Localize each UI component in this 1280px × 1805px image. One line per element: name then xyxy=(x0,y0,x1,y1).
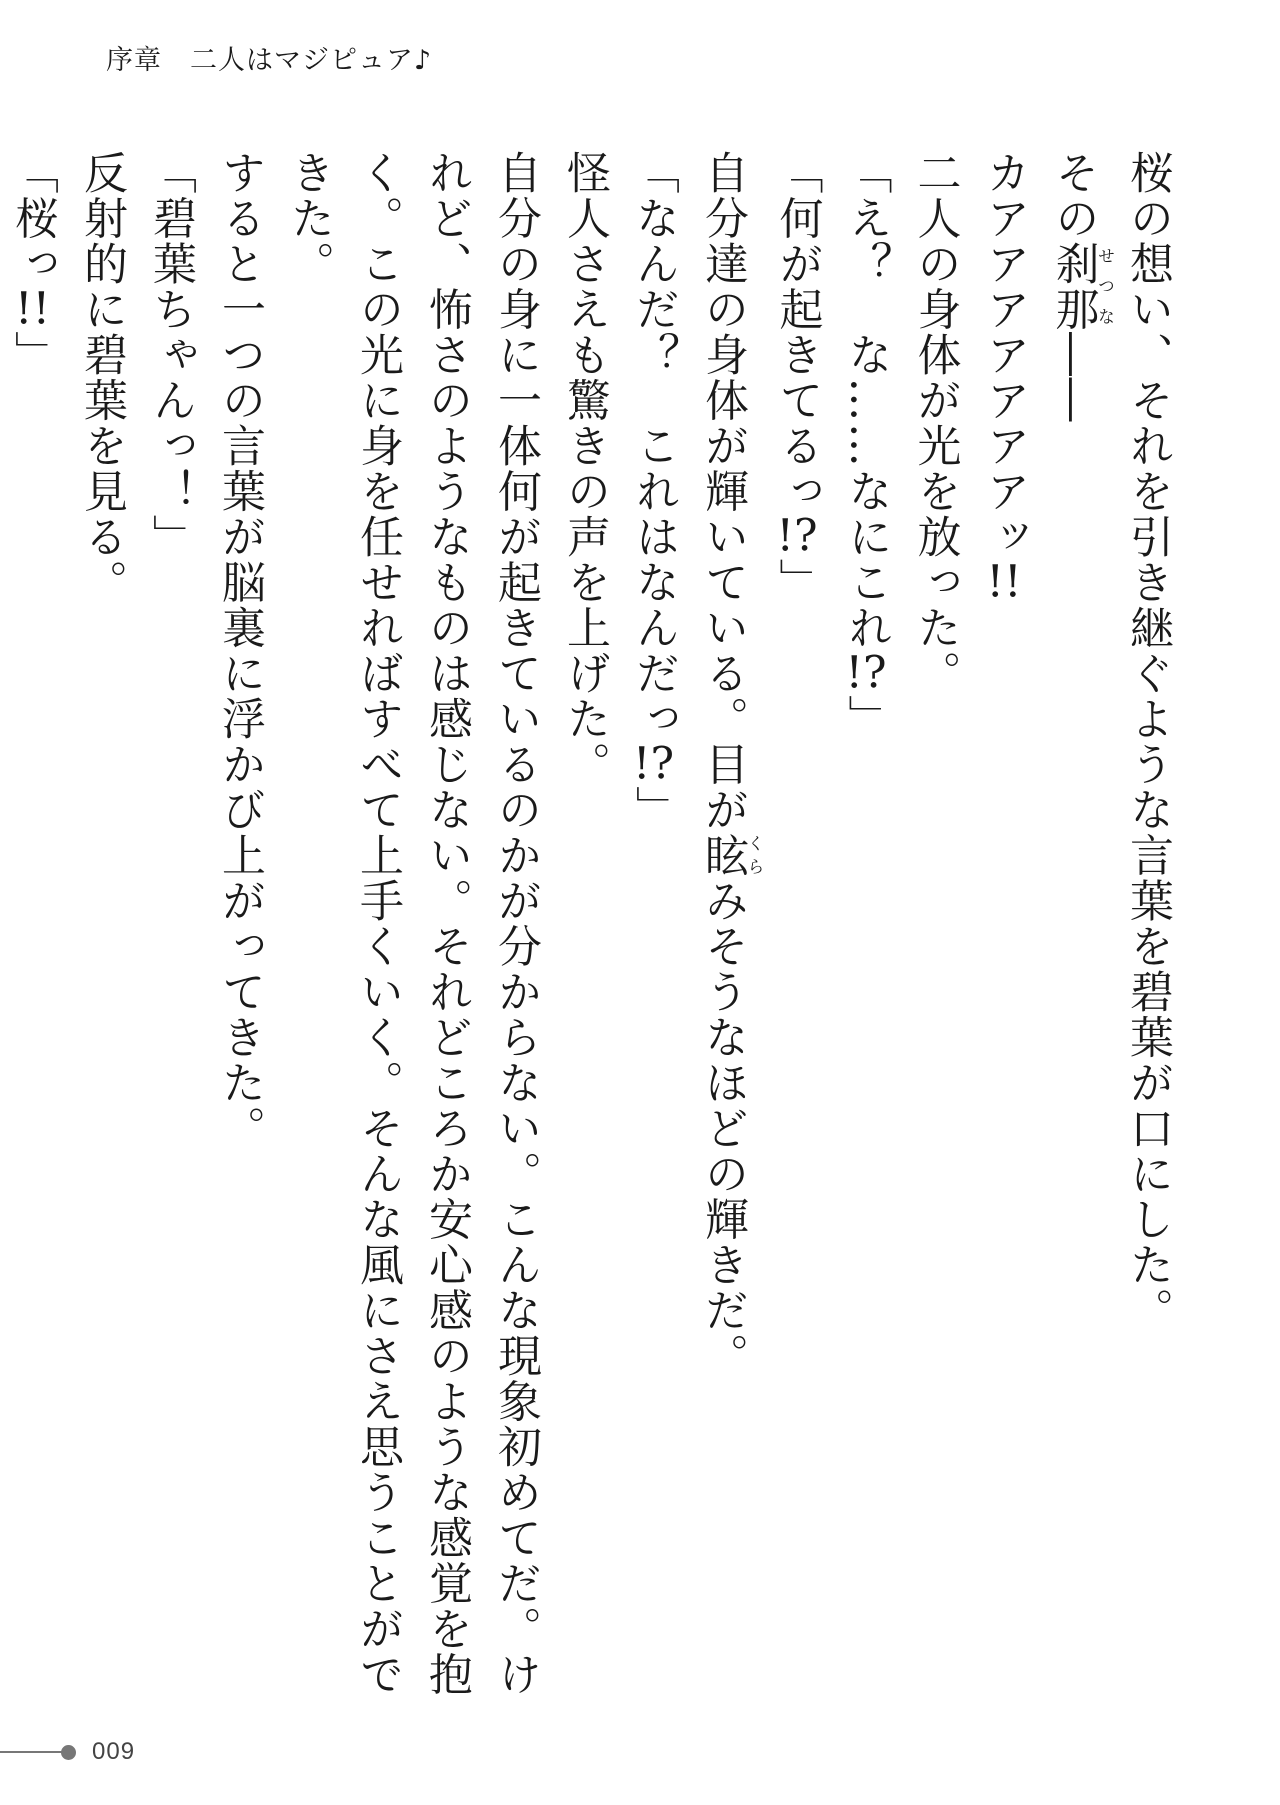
tate-chu-yoko: !? xyxy=(632,741,675,786)
ruby-word xyxy=(697,832,764,879)
body-text xyxy=(0,150,1182,1710)
tate-chu-yoko: !? xyxy=(845,650,887,695)
text-run: 「何が起きてるっ xyxy=(771,150,823,514)
text-run: 自分達の身体が輝いている。目が xyxy=(697,150,748,833)
folio-rule xyxy=(0,1751,62,1753)
running-head: 序章 二人はマジピュア♪ xyxy=(106,45,433,76)
text-run: 怪人さえも驚きの声を上げた。 xyxy=(559,150,610,787)
tate-chu-yoko: !! xyxy=(986,559,1022,604)
ruby-base: 眩 xyxy=(697,832,748,878)
ruby-base: 刹那 xyxy=(1047,241,1099,332)
text-run: 桜の想い、それを引き継ぐような言葉を碧葉が口にした。 xyxy=(1122,150,1173,1333)
paragraph xyxy=(619,150,688,1710)
paragraph xyxy=(1039,150,1114,1710)
folio-dot-icon xyxy=(61,1745,76,1760)
paragraph xyxy=(0,150,67,1710)
paragraph xyxy=(688,150,763,1710)
text-run: 「なんだ？ これはなんだっ xyxy=(628,150,679,742)
paragraph xyxy=(1113,150,1182,1710)
text-run: 」 xyxy=(771,558,823,604)
text-run: 「え？ な……なにこれ xyxy=(840,150,892,651)
text-run: ―― xyxy=(1047,332,1099,423)
text-run: カアアアアアアアッ xyxy=(978,150,1030,560)
paragraph xyxy=(205,150,274,1710)
text-run: その xyxy=(1047,150,1099,241)
text-run: 「碧葉ちゃんっ！」 xyxy=(145,150,196,560)
paragraph xyxy=(832,150,901,1710)
text-run: 反射的に碧葉を見る。 xyxy=(76,150,127,605)
text-run: 」 xyxy=(628,785,679,831)
text-run: すると一つの言葉が脳裏に浮かび上がってきた。 xyxy=(214,150,265,1151)
paragraph xyxy=(136,150,205,1710)
page-folio xyxy=(0,1737,135,1767)
text-run: 」 xyxy=(840,694,892,740)
furigana: せつな xyxy=(1094,241,1114,332)
paragraph xyxy=(901,150,970,1710)
text-run: 二人の身体が光を放った。 xyxy=(909,150,961,696)
text-run: 自分の身に一体何が起きているのかが分からない。こんな現象初めてだ。けれど、怖さのようなものは感じない。それどころか安心感のような感覚を抱く。この光に身を任せればすべて上手くいく。そんな風にさえ思うことができた。 xyxy=(283,150,541,1697)
furigana: くら xyxy=(743,832,764,878)
text-run: みそうなほどの輝きだ。 xyxy=(697,878,748,1379)
paragraph xyxy=(763,150,832,1710)
paragraph xyxy=(970,150,1039,1710)
tate-chu-yoko: !! xyxy=(14,286,51,331)
tate-chu-yoko: !? xyxy=(776,514,818,558)
ruby-word xyxy=(1047,241,1114,332)
text-run: 」 xyxy=(7,330,58,376)
page-number: 009 xyxy=(92,1738,136,1765)
text-run: 「桜っ xyxy=(7,150,58,287)
paragraph xyxy=(67,150,136,1710)
paragraph xyxy=(550,150,619,1710)
paragraph xyxy=(274,150,550,1710)
